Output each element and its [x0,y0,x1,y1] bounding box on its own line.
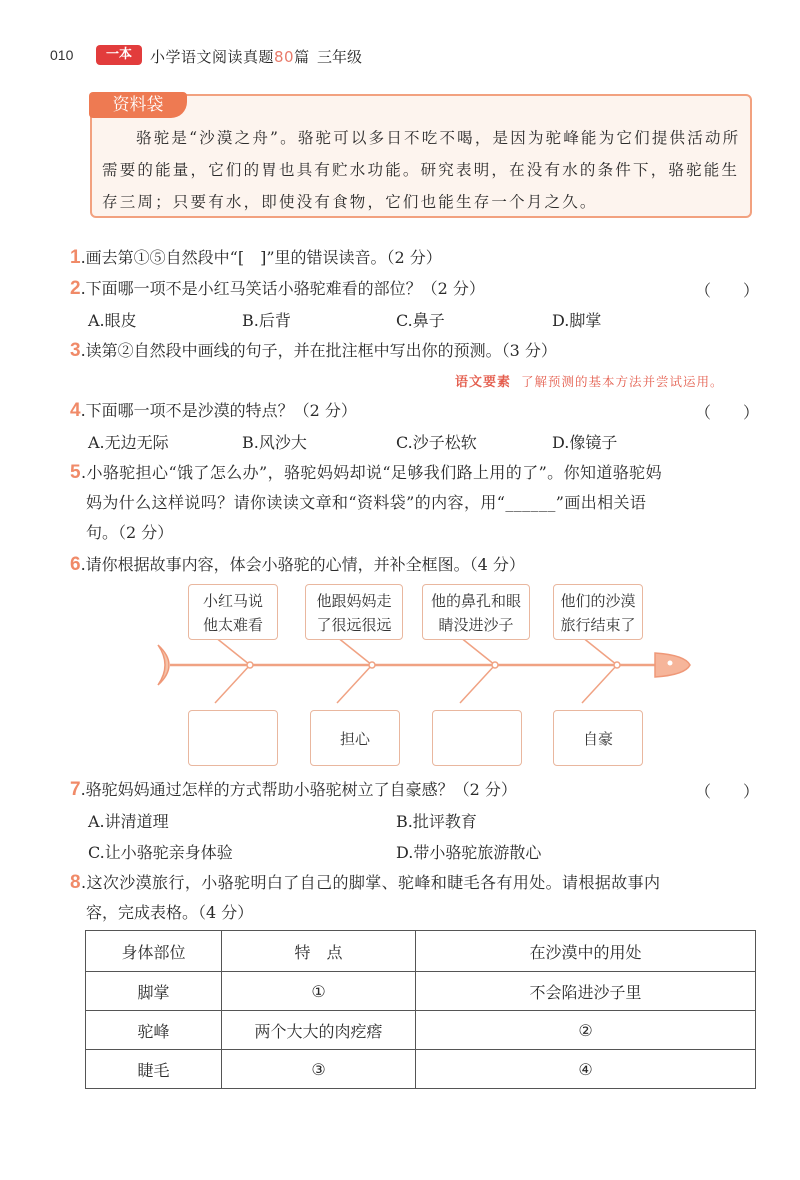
question-6: 6.请你根据故事内容，体会小骆驼的心情，并补全框图。（4 分） [70,554,525,575]
answer-paren[interactable]: （ ） [695,403,760,422]
option[interactable]: C.让小骆驼亲身体验 [88,843,233,862]
fish-tail [158,645,169,685]
page-number: 010 [50,47,74,63]
book-title: 小学语文阅读真题80篇 [150,48,310,66]
table-cell: 两个大大的肉疙瘩 [222,1011,416,1050]
answer-paren[interactable]: （ ） [695,782,760,801]
table-cell: 不会陷进沙子里 [416,972,756,1011]
table-header-row [86,931,756,972]
table-cell-blank[interactable]: ② [416,1011,756,1050]
table-cell: 驼峰 [86,1011,222,1050]
info-box-label: 资料袋 [89,92,187,118]
option[interactable]: A.无边无际 [88,433,169,452]
option[interactable]: A.眼皮 [88,311,137,330]
fish-head [655,653,690,677]
question-7: 7.骆驼妈妈通过怎样的方式帮助小骆驼树立了自豪感？（2 分） [70,779,517,800]
question-5-line3: 句。（2 分） [86,523,174,542]
fish-bone [582,665,617,703]
question-8: 8.这次沙漠旅行，小骆驼明白了自己的脚掌、驼峰和睫毛各有用处。请根据故事内 [70,872,661,893]
table-cell-blank[interactable]: ① [222,972,416,1011]
diagram-cause-card: 他的鼻孔和眼 睛没进沙子 [422,584,530,640]
question-5: 5.小骆驼担心“饿了怎么办”，骆驼妈妈却说“足够我们路上用的了”。你知道骆驼妈 [70,462,662,483]
question-5-line2: 妈为什么这样说吗？请你读读文章和“资料袋”的内容，用“______”画出相关语 [86,493,647,512]
option[interactable]: D.脚掌 [552,311,602,330]
fish-bone [337,665,372,703]
info-box-text: 骆驼是“沙漠之舟”。骆驼可以多日不吃不喝，是因为驼峰能为它们提供活动所需要的能量，它们的胃也具有贮水功能。研究表明，在没有水的条件下，骆驼能生存三周；只要有水，即使没有食物，它们也能生存一个月之久。 [102,129,741,211]
question-4: 4.下面哪一项不是沙漠的特点？（2 分） [70,400,357,421]
fish-bone [215,637,250,665]
option[interactable]: B.批评教育 [396,812,477,831]
option[interactable]: C.鼻子 [396,311,445,330]
option[interactable]: C.沙子松软 [396,433,477,452]
fish-bone [460,665,495,703]
fish-bone [215,665,250,703]
option[interactable]: A.讲清道理 [88,812,169,831]
diagram-feeling-blank[interactable] [432,710,522,766]
answer-paren[interactable]: （ ） [695,281,760,300]
fish-bone [460,637,495,665]
table-row [86,1011,756,1050]
table-row [86,972,756,1011]
fish-bone [337,637,372,665]
diagram-cause-card: 小红马说 他太难看 [188,584,278,640]
diagram-feeling-card: 自豪 [553,710,643,766]
diagram-feeling-blank[interactable] [188,710,278,766]
table-cell: 睫毛 [86,1050,222,1089]
table-header: 身体部位 [86,931,222,972]
table-cell-blank[interactable]: ④ [416,1050,756,1089]
question-8-line2: 容，完成表格。（4 分） [86,903,254,922]
question-2: 2.下面哪一项不是小红马笑话小骆驼难看的部位？（2 分） [70,278,485,299]
table-header: 在沙漠中的用处 [416,931,756,972]
fish-bone [582,637,617,665]
option[interactable]: B.风沙大 [242,433,307,452]
diagram-cause-card: 他们的沙漠 旅行结束了 [553,584,643,640]
diagram-cause-card: 他跟妈妈走 了很远很远 [305,584,403,640]
key-element-note: 语文要素 了解预测的基本方法并尝试运用。 [455,374,724,390]
fish-eye [668,661,673,666]
question-3: 3.读第②自然段中画线的句子，并在批注框中写出你的预测。（3 分） [70,340,557,361]
table-row [86,1050,756,1089]
diagram-feeling-card: 担心 [310,710,400,766]
table-cell: 脚掌 [86,972,222,1011]
grade-label: 三年级 [317,48,363,66]
answer-table [85,930,756,1089]
question-1: 1.画去第①⑤自然段中“[ ]”里的错误读音。（2 分） [70,247,442,268]
option[interactable]: D.带小骆驼旅游散心 [396,843,542,862]
option[interactable]: D.像镜子 [552,433,618,452]
book-logo: 一本 [96,45,142,65]
table-cell-blank[interactable]: ③ [222,1050,416,1089]
table-header: 特 点 [222,931,416,972]
option[interactable]: B.后背 [242,311,291,330]
